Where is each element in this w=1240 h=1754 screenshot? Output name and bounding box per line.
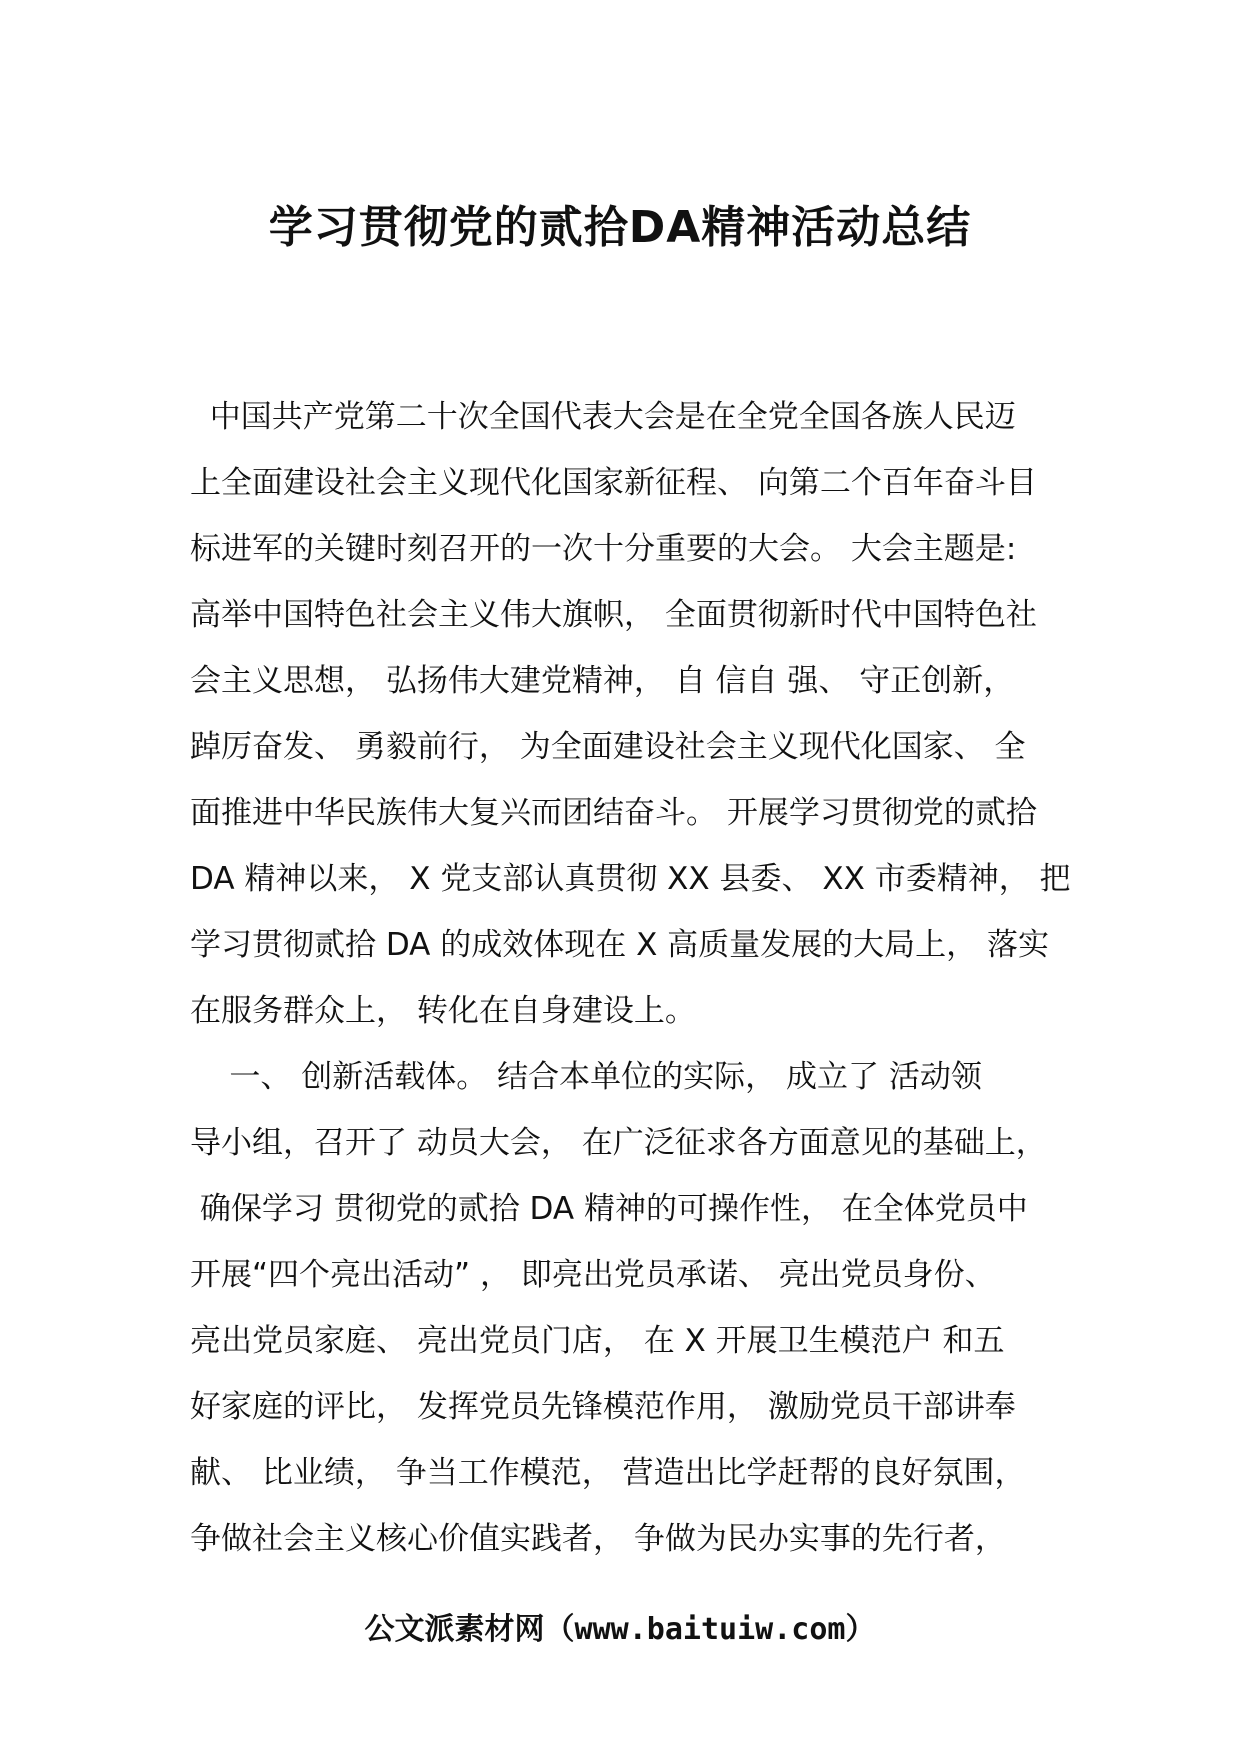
body-line: 踔厉奋发、 勇毅前行， 为全面建设社会主义现代化国家、 全 bbox=[190, 729, 1026, 765]
body-line: 在服务群众上， 转化在自身建设上。 bbox=[190, 993, 696, 1029]
body-line: 亮出党员家庭、 亮出党员门店， 在 X 开展卫生模范户 和五 bbox=[190, 1323, 1005, 1359]
body-line: 学习贯彻贰拾 DA 的成效体现在 X 高质量发展的大局上， 落实 bbox=[190, 927, 1050, 963]
body-line: 标进军的关键时刻召开的一次十分重要的大会。 大会主题是: bbox=[190, 531, 1017, 567]
document-body bbox=[190, 384, 1071, 1572]
document-title: 学习贯彻党的贰拾DA精神活动总结 bbox=[268, 202, 972, 253]
body-line: 开展“四个亮出活动” ， 即亮出党员承诺、 亮出党员身份、 bbox=[190, 1257, 996, 1293]
body-line: 确保学习 贯彻党的贰拾 DA 精神的可操作性， 在全体党员中 bbox=[190, 1191, 1028, 1227]
body-line: 中国共产党第二十次全国代表大会是在全党全国各族人民迈 bbox=[190, 399, 1016, 435]
body-line: 导小组，召开了 动员大会， 在广泛征求各方面意见的基础上， bbox=[190, 1125, 1047, 1161]
body-line: 争做社会主义核心价值实践者， 争做为民办实事的先行者， bbox=[190, 1521, 1006, 1557]
body-line: 一、 创新活载体。 结合本单位的实际， 成立了 活动领 bbox=[190, 1059, 982, 1095]
body-line: 会主义思想， 弘扬伟大建党精神， 自 信自 强、 守正创新， bbox=[190, 663, 1015, 699]
body-line: 献、 比业绩， 争当工作模范， 营造出比学赶帮的良好氛围， bbox=[190, 1455, 1026, 1491]
footer-watermark-text: 公文派素材网（www.baituiw.com） bbox=[364, 1612, 876, 1647]
body-line: DA 精神以来， X 党支部认真贯彻 XX 县委、 XX 市委精神， 把 bbox=[190, 861, 1071, 897]
body-line: 好家庭的评比， 发挥党员先锋模范作用， 激励党员干部讲奉 bbox=[190, 1389, 1016, 1425]
body-line: 上全面建设社会主义现代化国家新征程、 向第二个百年奋斗目 bbox=[190, 465, 1037, 501]
body-line: 高举中国特色社会主义伟大旗帜， 全面贯彻新时代中国特色社 bbox=[190, 597, 1037, 633]
body-line: 面推进中华民族伟大复兴而团结奋斗。 开展学习贯彻党的贰拾 bbox=[190, 795, 1037, 831]
